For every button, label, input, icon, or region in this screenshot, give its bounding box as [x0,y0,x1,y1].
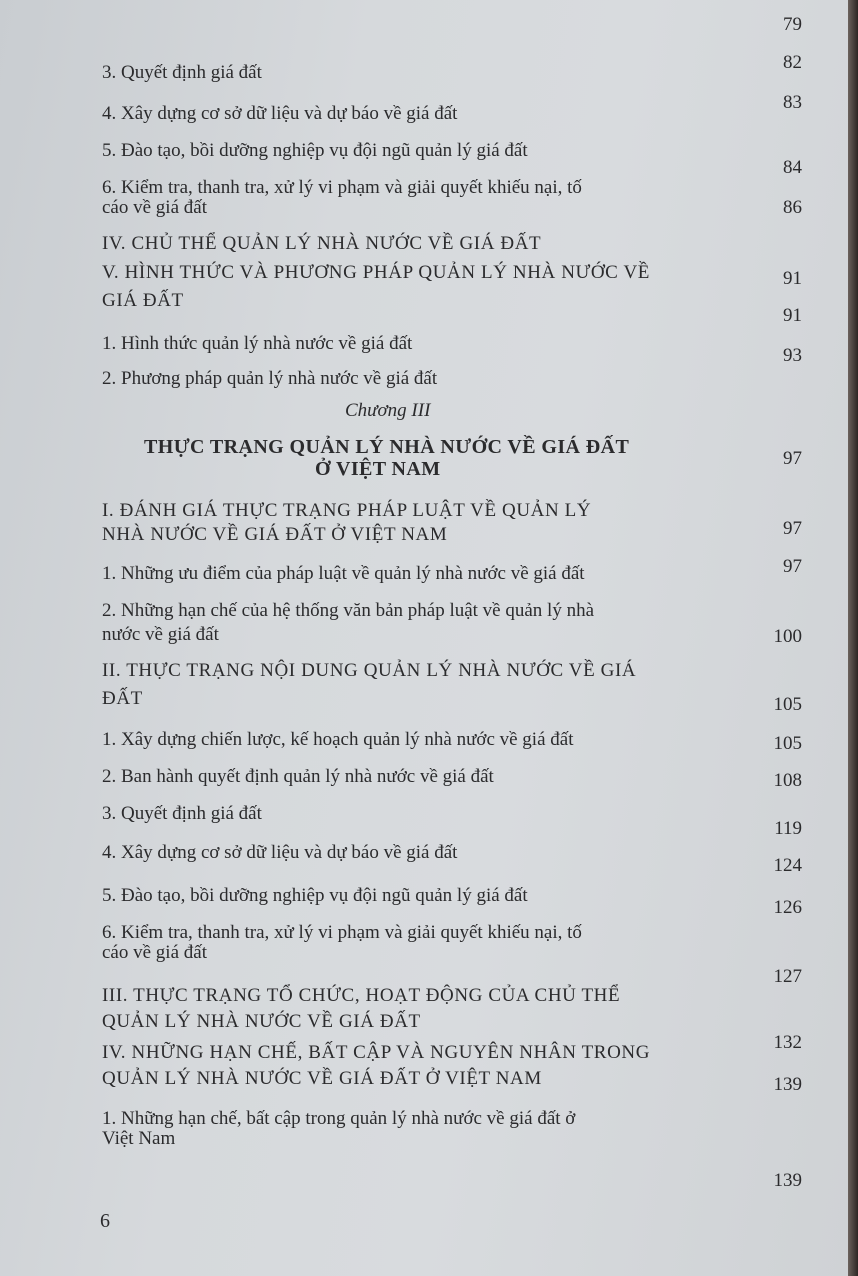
toc-section-heading: I. ĐÁNH GIÁ THỰC TRẠNG PHÁP LUẬT VỀ QUẢN LÝ [102,500,592,521]
toc-page-number: 91 [783,305,802,326]
toc-section-heading: III. THỰC TRẠNG TỔ CHỨC, HOẠT ĐỘNG CỦA CHỦ THỂ [102,985,621,1006]
toc-entry-continued: cáo về giá đất [102,942,207,963]
page-edge [848,0,858,1276]
toc-page-number: 83 [783,92,802,113]
toc-page-number: 119 [774,818,802,839]
page-folio: 6 [100,1210,110,1232]
chapter-label: Chương III [345,400,431,421]
toc-page-number: 108 [773,770,802,791]
toc-page-number: 126 [773,897,802,918]
toc-section-heading: II. THỰC TRẠNG NỘI DUNG QUẢN LÝ NHÀ NƯỚC VỀ GIÁ [102,660,637,681]
toc-page-number: 100 [773,626,802,647]
toc-page-number: 84 [783,157,802,178]
toc-entry: 1. Hình thức quản lý nhà nước về giá đất [102,333,413,354]
toc-page-number: 132 [773,1032,802,1053]
toc-page-number: 105 [773,733,802,754]
toc-page-number: 124 [773,855,802,876]
toc-section-heading-continued: GIÁ ĐẤT [102,290,184,311]
toc-entry: 2. Phương pháp quản lý nhà nước về giá đất [102,368,438,389]
toc-entry-continued: nước về giá đất [102,624,219,645]
toc-entry: 2. Những hạn chế của hệ thống văn bản pháp luật về quản lý nhà [102,600,595,621]
toc-page-number: 97 [783,518,802,539]
toc-entry: 5. Đào tạo, bồi dưỡng nghiệp vụ đội ngũ quản lý giá đất [102,140,528,161]
toc-page-number: 139 [773,1170,802,1191]
toc-entry: 1. Xây dựng chiến lược, kế hoạch quản lý nhà nước về giá đất [102,729,574,750]
toc-section-heading-continued: NHÀ NƯỚC VỀ GIÁ ĐẤT Ở VIỆT NAM [102,524,448,545]
toc-entry: 5. Đào tạo, bồi dưỡng nghiệp vụ đội ngũ quản lý giá đất [102,885,528,906]
toc-entry: 6. Kiểm tra, thanh tra, xử lý vi phạm và giải quyết khiếu nại, tố [102,922,582,943]
toc-entry: 3. Quyết định giá đất [102,803,262,824]
toc-page-number: 86 [783,197,802,218]
toc-entry-continued: cáo về giá đất [102,197,207,218]
toc-page-number: 139 [773,1074,802,1095]
toc-page-number: 93 [783,345,802,366]
toc-entry: 3. Quyết định giá đất [102,62,262,83]
toc-page-number: 97 [783,448,802,469]
toc-entry: 1. Những ưu điểm của pháp luật về quản lý nhà nước về giá đất [102,563,585,584]
toc-entry: 2. Ban hành quyết định quản lý nhà nước về giá đất [102,766,494,787]
toc-page-number: 79 [783,14,802,35]
toc-entry: 1. Những hạn chế, bất cập trong quản lý nhà nước về giá đất ở [102,1108,576,1129]
toc-page-number: 127 [773,966,802,987]
toc-page-number: 97 [783,556,802,577]
chapter-title-continued: Ở VIỆT NAM [315,458,441,480]
toc-entry-continued: Việt Nam [102,1128,176,1149]
toc-section-heading: IV. NHỮNG HẠN CHẾ, BẤT CẬP VÀ NGUYÊN NHÂN TRONG [102,1042,651,1063]
toc-section-heading: V. HÌNH THỨC VÀ PHƯƠNG PHÁP QUẢN LÝ NHÀ NƯỚC VỀ [102,262,650,283]
toc-section-heading-continued: ĐẤT [102,688,143,709]
toc-entry: 4. Xây dựng cơ sở dữ liệu và dự báo về giá đất [102,103,458,124]
toc-page-number: 105 [773,694,802,715]
toc-page-number: 91 [783,268,802,289]
toc-section-heading-continued: QUẢN LÝ NHÀ NƯỚC VỀ GIÁ ĐẤT Ở VIỆT NAM [102,1068,542,1089]
toc-section-heading: IV. CHỦ THỂ QUẢN LÝ NHÀ NƯỚC VỀ GIÁ ĐẤT [102,233,542,254]
chapter-title: THỰC TRẠNG QUẢN LÝ NHÀ NƯỚC VỀ GIÁ ĐẤT [144,436,630,458]
toc-entry: 6. Kiểm tra, thanh tra, xử lý vi phạm và giải quyết khiếu nại, tố [102,177,582,198]
toc-section-heading-continued: QUẢN LÝ NHÀ NƯỚC VỀ GIÁ ĐẤT [102,1011,421,1032]
toc-entry: 4. Xây dựng cơ sở dữ liệu và dự báo về giá đất [102,842,458,863]
toc-page-number: 82 [783,52,802,73]
